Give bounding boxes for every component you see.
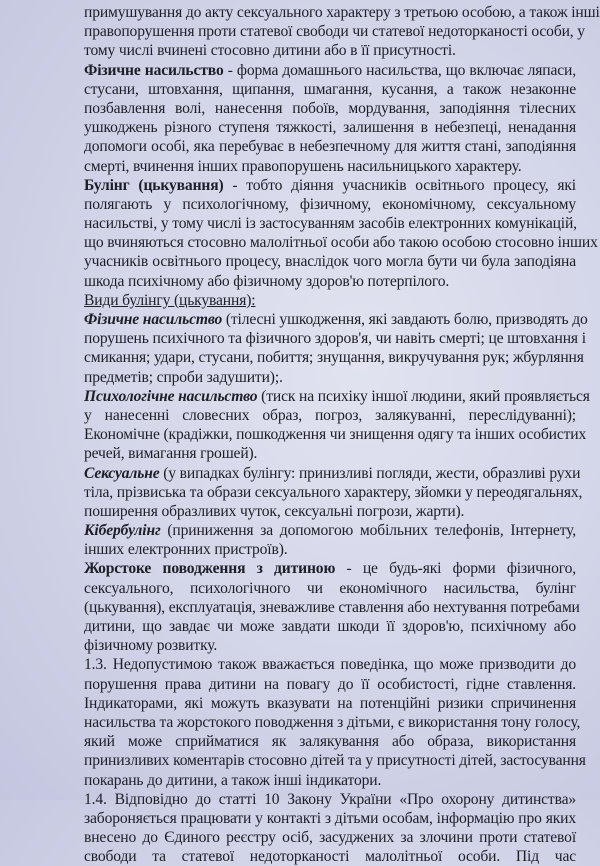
text-line: [84, 61, 576, 80]
text-run: Економічне (крадіжки, пошкодження чи знищення одягу та інших особистих: [84, 426, 587, 444]
text-run: тіла, прізвиська та образи сексуального характеру, зйомки у переодягальнях,: [84, 483, 583, 501]
text-line: [84, 137, 576, 156]
text-line: [84, 732, 576, 751]
text-run: позбавлення волі, нанесення побоїв, мордування, заподіяння тілесних: [84, 99, 576, 117]
term-heading: Види булінгу (цькування):: [84, 291, 256, 309]
term-heading: Фізичне насильство: [84, 61, 224, 79]
text-run: свободи та статевої недоторканості малолітньої особи. Під час: [84, 848, 576, 866]
text-run: принизливих коментарів стосовно дітей та у присутності дітей, застосування: [84, 752, 586, 770]
text-run: дитини, що завдає чи може завдати шкоди її здоров'ю, психічному або: [84, 618, 576, 635]
text-line: [84, 118, 576, 137]
text-run: насильства та жорстокого поводження з дітьми, є використання тону голосу,: [84, 713, 581, 731]
term-heading: Психологічне насильство: [84, 387, 258, 405]
text-run: Індикаторами, які можуть вказувати на потенційні ризики спричинення: [84, 694, 576, 712]
text-run: (тиск на психіку іншої людини, який проявляється: [257, 387, 590, 405]
text-line: [84, 99, 576, 118]
text-run: смерті, вчинення інших правопорушень насильницького характеру.: [84, 157, 522, 175]
text-line: [84, 348, 584, 367]
text-run: поширення образливих чуток, сексуальні погрози, жарти).: [84, 502, 465, 520]
text-run: - форма домашнього насильства, що включає ляпаси,: [223, 61, 576, 79]
text-line: [84, 233, 598, 252]
text-line: [84, 214, 576, 233]
text-line: [84, 540, 576, 559]
text-line: [84, 291, 576, 310]
term-heading: Фізичне насильство: [84, 311, 223, 328]
text-line: [84, 272, 576, 291]
text-run: примушування до акту сексуального характеру з третьою особою, а також інші: [84, 4, 600, 21]
text-line: [84, 387, 590, 406]
text-run: предметів; спроби задушити);.: [84, 368, 283, 386]
text-run: (приниження за допомогою мобільних телефонів, Інтернету,: [160, 522, 576, 540]
text-run: 1.3. Недопустимою також вважається поведінка, що може призводити до: [84, 656, 576, 674]
text-line: [84, 559, 576, 578]
text-line: [84, 483, 583, 502]
text-line: [84, 425, 587, 444]
text-line: [84, 655, 576, 674]
text-line: [84, 694, 576, 713]
text-run: речей, вимагання грошей).: [84, 445, 258, 463]
term-heading: Сексуальне: [84, 464, 160, 482]
text-run: шкода психічному або фізичному здоров'ю потерпілого.: [84, 272, 450, 290]
text-run: у нанесенні словесних образ, погроз, залякуванні, переслідуванні);: [84, 406, 576, 424]
text-run: - тобто діяння учасників освітнього процесу, які: [223, 176, 576, 194]
text-run: - це будь-які форми фізичного,: [335, 560, 576, 578]
text-line: [84, 368, 576, 387]
text-line: [84, 444, 576, 463]
text-line: [84, 598, 580, 617]
text-run: який може сприйматися як залякування або образа, використання: [84, 733, 576, 751]
text-line: [84, 751, 586, 770]
text-line: [84, 828, 576, 847]
term-heading: Кібербулінг: [84, 522, 161, 540]
text-line: [84, 809, 576, 828]
text-line: [84, 310, 588, 329]
text-line: [84, 41, 576, 60]
text-line: [84, 252, 576, 271]
text-line: [84, 675, 576, 694]
text-run: (цькування), експлуатація, зневажливе ставлення або нехтування потребами: [84, 598, 580, 616]
text-line: [84, 790, 576, 809]
text-line: [84, 579, 576, 598]
text-line: [84, 157, 576, 176]
text-line: [84, 464, 581, 483]
text-run: порушень психічного та фізичного здоров'я, чи навіть смерті; це штовхання і: [84, 330, 586, 348]
text-run: допомоги особі, яка перебуває в небезпечному для життя стані, заподіяння: [84, 138, 576, 156]
text-run: покарань до дитини, а також інші індикатори.: [84, 771, 382, 789]
text-run: порушення права дитини на повагу до її особистості, гідне ставлення.: [84, 675, 576, 693]
text-line: [84, 3, 600, 22]
text-run: тому числі вчинені стосовно дитини або в її присутності.: [84, 42, 456, 60]
document-page: [84, 3, 600, 866]
text-run: 1.4. Відповідно до статті 10 Закону України «Про охорону дитинства»: [84, 790, 576, 808]
term-heading: Булінг (цькування): [84, 176, 224, 194]
text-run: учасників освітнього процесу, внаслідок чого могла бути чи була заподіяна: [84, 253, 576, 271]
text-run: (у випадках булінгу: принизливі погляди, жести, образливі рухи: [159, 464, 581, 482]
text-run: сексуального, психологічного чи економічного насильства, булінг: [84, 579, 576, 597]
text-line: [84, 847, 576, 866]
text-line: [84, 502, 576, 521]
text-line: [84, 713, 581, 732]
text-run: інших електронних пристроїв).: [84, 541, 288, 559]
text-line: [84, 617, 576, 636]
text-run: насильстві, у тому числі із застосуванням засобів електронних комунікацій,: [84, 215, 577, 233]
text-line: [84, 406, 576, 425]
text-line: [84, 329, 586, 348]
text-run: фізичному розвитку.: [84, 637, 218, 655]
text-run: що вчиняються стосовно малолітньої особи або такою особою стосовно інших: [84, 234, 598, 252]
text-line: [84, 636, 576, 655]
text-run: правопорушення проти статевої свободи чи статевої недоторканості особи, у: [84, 23, 585, 41]
text-line: [84, 521, 576, 540]
text-run: полягають у психологічному, фізичному, економічному, сексуальному: [84, 195, 576, 213]
term-heading: Жорстоке поводження з дитиною: [84, 560, 336, 578]
text-run: внесено до Єдиного реєстру осіб, засуджених за злочини проти статевої: [84, 829, 576, 847]
text-line: [84, 195, 576, 214]
text-run: ушкоджень різного ступеня тяжкості, залишення в небезпеці, ненадання: [84, 119, 576, 137]
text-run: смикання; удари, стусани, побиття; знущання, викручування рук; жбурляння: [84, 349, 584, 367]
text-line: [84, 771, 576, 790]
text-line: [84, 22, 585, 41]
text-run: забороняється працювати у контакті з дітьми особам, інформацію про яких: [84, 809, 576, 827]
text-run: (тілесні ушкодження, які завдають болю, призводять до: [222, 311, 588, 328]
text-run: стусани, штовхання, щипання, шмагання, кусання, а також незаконне: [84, 80, 576, 98]
text-line: [84, 176, 576, 195]
text-line: [84, 80, 576, 99]
